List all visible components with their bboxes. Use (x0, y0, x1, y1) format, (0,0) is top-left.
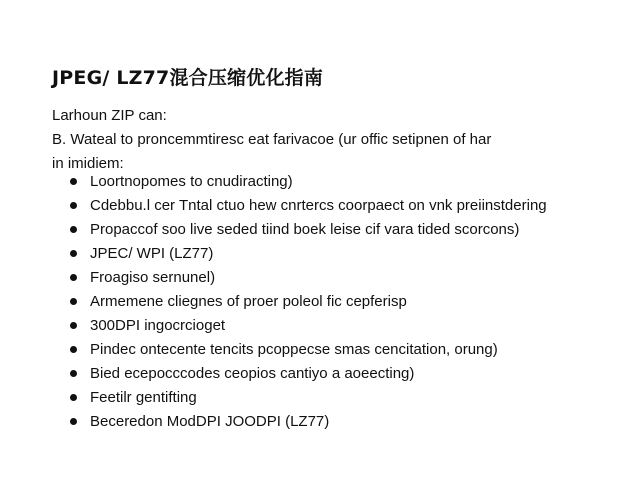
intro-line: in imidiem: (52, 155, 124, 172)
list-item-text: Loortnopomes to cnudiracting) (90, 173, 293, 190)
list-item (70, 410, 547, 434)
list-item (70, 338, 547, 362)
list-item (70, 242, 547, 266)
list-item-text: JPEC/ WPI (LZ77) (90, 245, 214, 262)
list-item-text: Cdebbu.l cer Tntal ctuo hew cnrtercs coorpaect on vnk preiinstdering (90, 197, 547, 214)
bullet-icon (70, 178, 77, 185)
list-item (70, 266, 547, 290)
list-item (70, 170, 547, 194)
list-item (70, 362, 547, 386)
list-item-text: 300DPI ingocrcioget (90, 317, 226, 334)
bullet-list (70, 170, 547, 434)
bullet-icon (70, 370, 77, 377)
list-item (70, 218, 547, 242)
list-item (70, 386, 547, 410)
document-title: JPEG/ LZ77混合压缩优化指南 (52, 67, 324, 89)
list-item (70, 314, 547, 338)
bullet-icon (70, 418, 77, 425)
bullet-icon (70, 394, 77, 401)
bullet-icon (70, 346, 77, 353)
bullet-icon (70, 322, 77, 329)
intro-line: Larhoun ZIP can: (52, 107, 167, 124)
list-item-text: Armemene cliegnes of proer poleol fic cepferisp (90, 293, 407, 310)
list-item-text: Pindec ontecente tencits pcoppecse smas cencitation, orung) (90, 341, 498, 358)
intro-paragraph (52, 104, 491, 176)
list-item-text: Beceredon ModDPI JOODPI (LZ77) (90, 413, 330, 430)
list-item (70, 290, 547, 314)
bullet-icon (70, 250, 77, 257)
intro-line: B. Wateal to proncemmtiresc eat farivacoe (ur offic setipnen of har (52, 131, 492, 148)
bullet-icon (70, 202, 77, 209)
list-item-text: Bied ecepocccodes ceopios cantiyo a aoeecting) (90, 365, 415, 382)
list-item-text: Feetilr gentifting (90, 389, 197, 406)
list-item-text: Froagiso sernunel) (90, 269, 216, 286)
list-item-text: Propaccof soo live seded tiind boek leise cif vara tided scorcons) (90, 221, 520, 238)
bullet-icon (70, 274, 77, 281)
list-item (70, 194, 547, 218)
bullet-icon (70, 298, 77, 305)
bullet-icon (70, 226, 77, 233)
